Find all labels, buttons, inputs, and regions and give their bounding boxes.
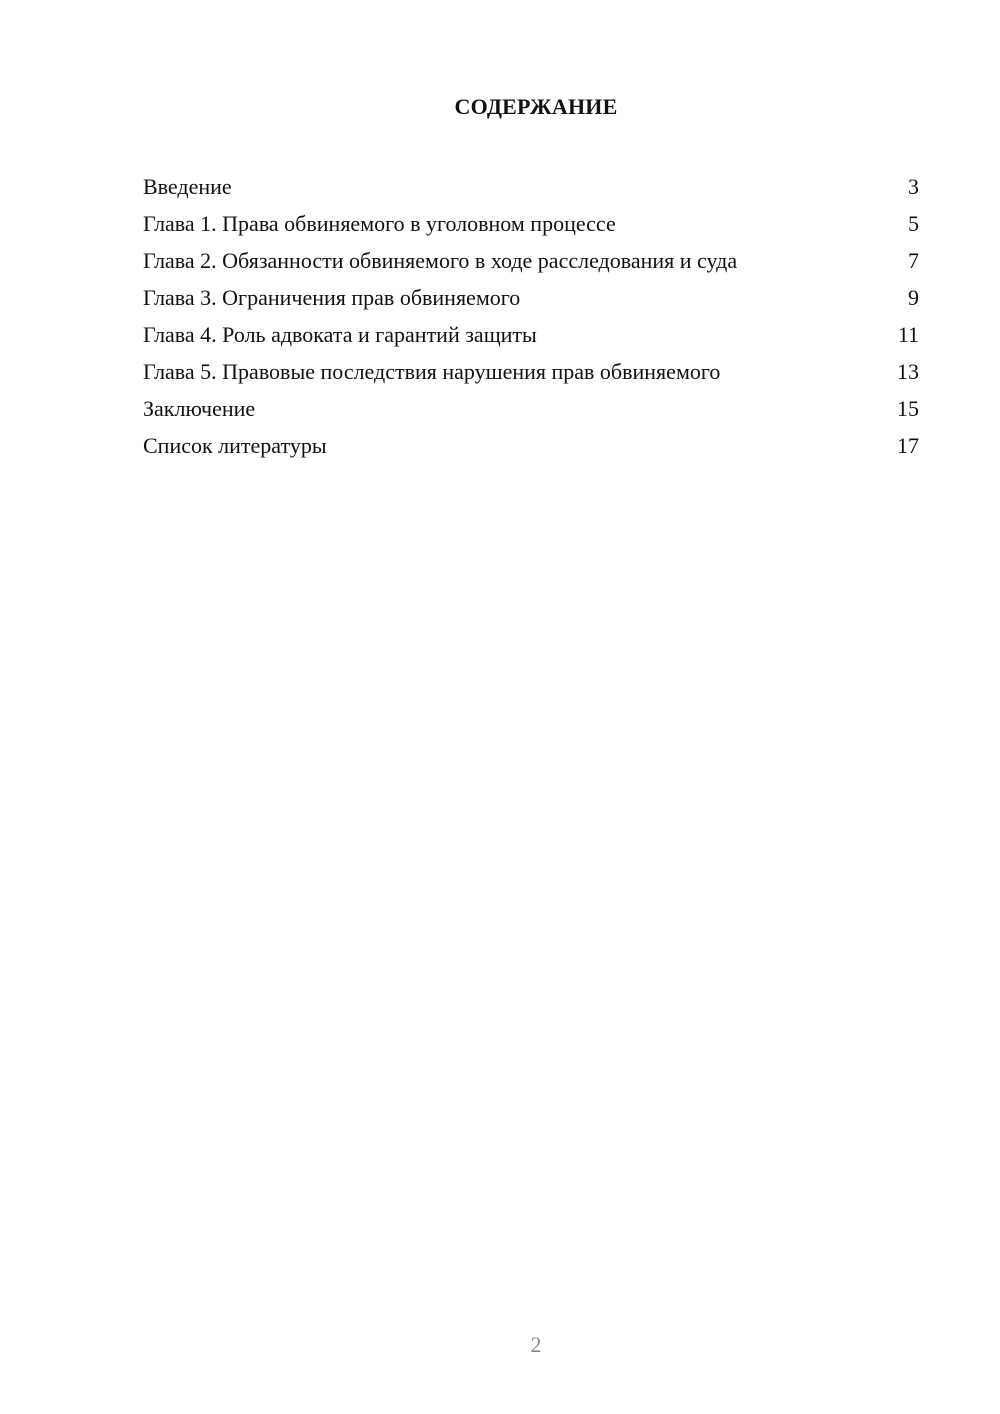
page-title: СОДЕРЖАНИЕ: [454, 94, 618, 119]
toc-entry-label: Глава 3. Ограничения прав обвиняемого: [143, 285, 521, 310]
toc-entry-chapter-2: [143, 242, 919, 279]
toc-entry-label: Глава 2. Обязанности обвиняемого в ходе расследования и суда: [143, 248, 738, 273]
toc-entry-introduction: [143, 168, 919, 205]
toc-entry-page: 17: [897, 433, 919, 458]
toc-entry-label: Глава 5. Правовые последствия нарушения прав обвиняемого: [143, 359, 721, 384]
toc-entry-chapter-1: [143, 205, 919, 242]
toc-entry-page: 11: [897, 322, 919, 347]
toc-entry-label: Глава 4. Роль адвоката и гарантий защиты: [143, 322, 537, 347]
toc-entry-label: Глава 1. Права обвиняемого в уголовном процессе: [143, 211, 616, 236]
toc-entry-page: 13: [897, 359, 919, 384]
toc-entry-label: Заключение: [143, 396, 256, 421]
toc-entry-page: 7: [908, 248, 919, 273]
toc-entry-page: 9: [908, 285, 919, 310]
toc-entry-chapter-5: [143, 353, 919, 390]
toc-entry-page: 5: [908, 211, 919, 236]
toc-entry-page: 3: [908, 174, 919, 199]
toc-entry-chapter-3: [143, 279, 919, 316]
toc-entry-page: 15: [897, 396, 919, 421]
page-number: 2: [530, 1332, 542, 1357]
table-of-contents: [143, 168, 919, 464]
toc-entry-conclusion: [143, 390, 919, 427]
toc-entry-label: Список литературы: [143, 433, 327, 458]
toc-entry-label: Введение: [143, 174, 232, 199]
toc-entry-bibliography: [143, 427, 919, 464]
toc-entry-chapter-4: [143, 316, 919, 353]
